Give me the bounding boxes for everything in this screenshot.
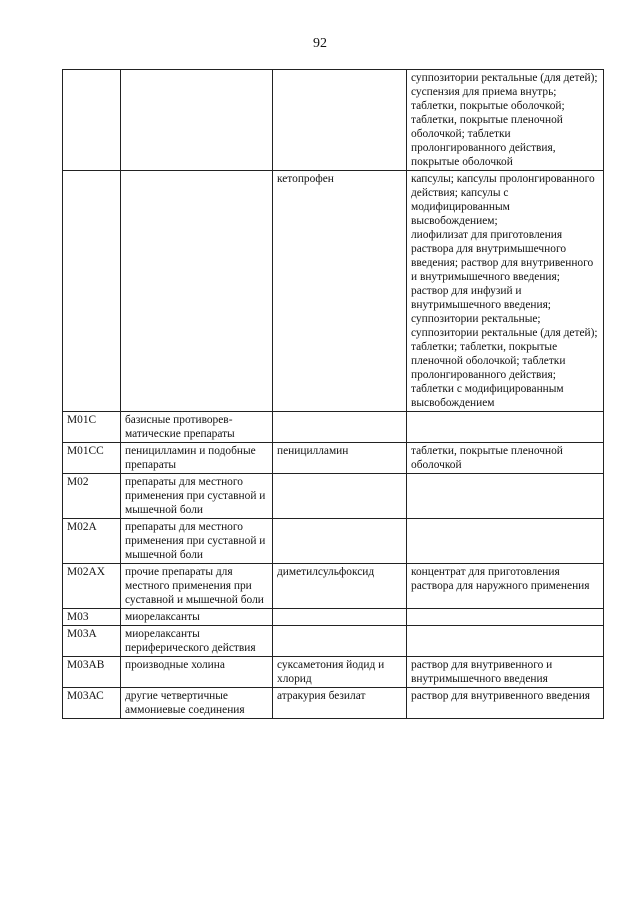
- table-row: [63, 657, 604, 688]
- inn-cell: [273, 626, 407, 657]
- atc-code-cell: М01СС: [63, 443, 121, 474]
- group-cell: [121, 70, 273, 171]
- group-cell: пеницилламин и подобные препараты: [121, 443, 273, 474]
- dosage-form-cell: капсулы; капсулы пролонгированного действия; капсулы с модифицированным высвобождением; лиофилизат для приготовления раствора для внутримышечного введения; раствор для внутривенного и внутримышечного введения; раствор для инфузий и внутримышечного введения; суппозитории ректальные; суппозитории ректальные (для детей); таблетки; таблетки, покрытые пленочной оболочкой; таблетки пролонгированного действия; таблетки с модифицированным высвобождением: [407, 171, 604, 412]
- inn-cell: диметилсульфоксид: [273, 564, 407, 609]
- inn-cell: [273, 519, 407, 564]
- dosage-form-cell: суппозитории ректальные (для детей); суспензия для приема внутрь; таблетки, покрытые оболочкой; таблетки, покрытые пленочной оболочкой; таблетки пролонгированного действия, покрытые оболочкой: [407, 70, 604, 171]
- dosage-form-cell: [407, 412, 604, 443]
- atc-code-cell: М02А: [63, 519, 121, 564]
- table-row: [63, 412, 604, 443]
- group-cell: [121, 171, 273, 412]
- group-cell: базисные противорев-матические препараты: [121, 412, 273, 443]
- dosage-form-cell: раствор для внутривенного и внутримышечного введения: [407, 657, 604, 688]
- group-cell: миорелаксанты: [121, 609, 273, 626]
- table-row: [63, 609, 604, 626]
- dosage-form-cell: концентрат для приготовления раствора для наружного применения: [407, 564, 604, 609]
- inn-cell: [273, 70, 407, 171]
- inn-cell: суксаметония йодид и хлорид: [273, 657, 407, 688]
- dosage-form-cell: [407, 626, 604, 657]
- table-row: [63, 474, 604, 519]
- group-cell: другие четвертичные аммониевые соединения: [121, 688, 273, 719]
- table-row: [63, 688, 604, 719]
- atc-code-cell: М01С: [63, 412, 121, 443]
- atc-code-cell: М03А: [63, 626, 121, 657]
- atc-code-cell: М03АВ: [63, 657, 121, 688]
- table-row: [63, 171, 604, 412]
- table-row: [63, 443, 604, 474]
- atc-code-cell: М03АС: [63, 688, 121, 719]
- drug-table: [62, 69, 604, 719]
- group-cell: миорелаксанты периферического действия: [121, 626, 273, 657]
- inn-cell: [273, 609, 407, 626]
- atc-code-cell: М02: [63, 474, 121, 519]
- table-row: [63, 626, 604, 657]
- dosage-form-cell: [407, 609, 604, 626]
- inn-cell: пеницилламин: [273, 443, 407, 474]
- group-cell: препараты для местного применения при суставной и мышечной боли: [121, 474, 273, 519]
- atc-code-cell: [63, 171, 121, 412]
- dosage-form-cell: [407, 474, 604, 519]
- group-cell: прочие препараты для местного применения при суставной и мышечной боли: [121, 564, 273, 609]
- dosage-form-cell: таблетки, покрытые пленочной оболочкой: [407, 443, 604, 474]
- page-number: 92: [313, 36, 327, 51]
- table-row: [63, 70, 604, 171]
- table-row: [63, 564, 604, 609]
- atc-code-cell: [63, 70, 121, 171]
- inn-cell: атракурия безилат: [273, 688, 407, 719]
- atc-code-cell: М02АХ: [63, 564, 121, 609]
- dosage-form-cell: [407, 519, 604, 564]
- inn-cell: кетопрофен: [273, 171, 407, 412]
- dosage-form-cell: раствор для внутривенного введения: [407, 688, 604, 719]
- table-row: [63, 519, 604, 564]
- inn-cell: [273, 412, 407, 443]
- group-cell: препараты для местного применения при суставной и мышечной боли: [121, 519, 273, 564]
- inn-cell: [273, 474, 407, 519]
- atc-code-cell: М03: [63, 609, 121, 626]
- group-cell: производные холина: [121, 657, 273, 688]
